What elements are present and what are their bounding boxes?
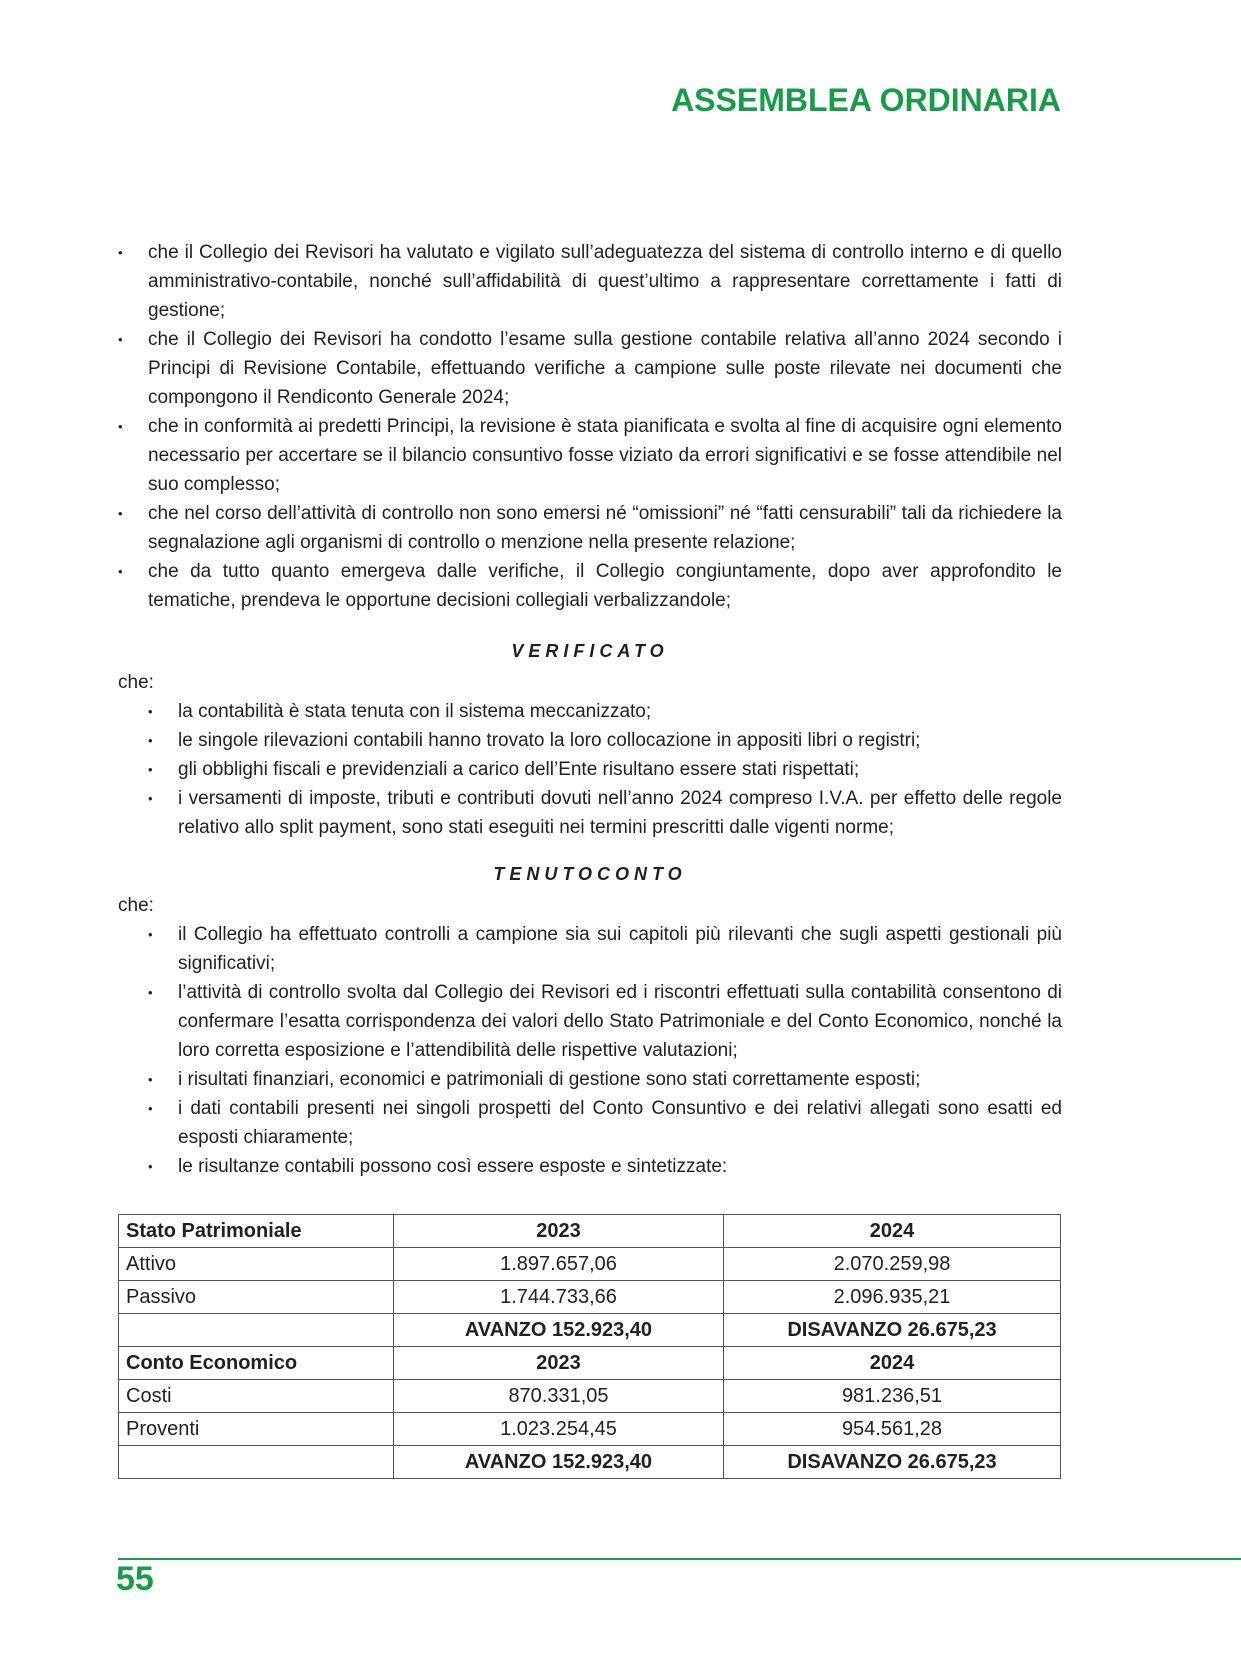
verificato-bullet-list [118,697,1062,842]
page-header-title: ASSEMBLEA ORDINARIA [671,82,1061,118]
tenutoconto-lead: che: [118,895,154,916]
table-cell: 2.070.259,98 [724,1248,1061,1281]
table-cell: 1.744.733,66 [394,1281,724,1314]
table-cell: 2.096.935,21 [724,1281,1061,1314]
year-header: 2023 [394,1215,724,1248]
list-item: • i risultati finanziari, economici e patrimoniali di gestione sono stati correttamente esposti; [148,1065,1062,1094]
year-header: 2024 [724,1215,1061,1248]
year-header: 2024 [724,1347,1061,1380]
list-item: • i versamenti di imposte, tributi e contributi dovuti nell’anno 2024 compreso I.V.A. per effetto delle regole relativo allo split payment, sono stati eseguiti nei termini prescritti dalle vigenti norme; [148,784,1062,842]
row-label: Proventi [119,1413,394,1446]
list-item: • che il Collegio dei Revisori ha condotto l’esame sulla gestione contabile relativa all’anno 2024 secondo i Principi di Revisione Contabile, effettuando verifiche a campione sulle poste rilevate nei documenti che compongono il Rendiconto Generale 2024; [118,325,1062,412]
table-result-row [119,1446,1061,1479]
footer-divider [118,1558,1241,1560]
intro-bullet-list [118,238,1062,615]
table-result-row [119,1314,1061,1347]
verificato-lead: che: [118,672,154,693]
table-header-row [119,1347,1061,1380]
result-cell: DISAVANZO 26.675,23 [724,1446,1061,1479]
table-cell: 954.561,28 [724,1413,1061,1446]
document-body [118,238,1062,1181]
list-item: • i dati contabili presenti nei singoli prospetti del Conto Consuntivo e dei relativi allegati sono esatti ed esposti chiaramente; [148,1094,1062,1152]
result-cell: AVANZO 152.923,40 [394,1314,724,1347]
empty-cell [119,1446,394,1479]
year-header: 2023 [394,1347,724,1380]
result-cell: AVANZO 152.923,40 [394,1446,724,1479]
list-item: • che il Collegio dei Revisori ha valutato e vigilato sull’adeguatezza del sistema di controllo interno e di quello amministrativo-contabile, nonché sull’affidabilità di quest’ultimo a rappresentare correttamente i fatti di gestione; [118,238,1062,325]
result-cell: DISAVANZO 26.675,23 [724,1314,1061,1347]
stato-patrimoniale-label: Stato Patrimoniale [119,1215,394,1248]
table-cell: 1.023.254,45 [394,1413,724,1446]
list-item: • la contabilità è stata tenuta con il sistema meccanizzato; [148,697,1062,726]
table-row [119,1281,1061,1314]
page-number: 55 [116,1560,154,1598]
row-label: Costi [119,1380,394,1413]
tenutoconto-bullet-list [118,920,1062,1181]
list-item: • le risultanze contabili possono così essere esposte e sintetizzate: [148,1152,1062,1181]
table-row [119,1248,1061,1281]
list-item: • gli obblighi fiscali e previdenziali a carico dell’Ente risultano essere stati rispettati; [148,755,1062,784]
table-row [119,1380,1061,1413]
list-item: • l’attività di controllo svolta dal Collegio dei Revisori ed i riscontri effettuati sulla contabilità consentono di confermare l’esatta corrispondenza dei valori dello Stato Patrimoniale e del Conto Economico, nonché la loro corretta esposizione e l’attendibilità delle rispettive valutazioni; [148,978,1062,1065]
list-item: • il Collegio ha effettuato controlli a campione sia sui capitoli più rilevanti che sugli aspetti gestionali più significativi; [148,920,1062,978]
list-item: • che in conformità ai predetti Principi, la revisione è stata pianificata e svolta al fine di acquisire ogni elemento necessario per accertare se il bilancio consuntivo fosse viziato da errori significativi e se fosse attendibile nel suo complesso; [118,412,1062,499]
table-cell: 981.236,51 [724,1380,1061,1413]
table-cell: 1.897.657,06 [394,1248,724,1281]
conto-economico-label: Conto Economico [119,1347,394,1380]
table-row [119,1413,1061,1446]
table-cell: 870.331,05 [394,1380,724,1413]
empty-cell [119,1314,394,1347]
table-header-row [119,1215,1061,1248]
list-item: • che da tutto quanto emergeva dalle verifiche, il Collegio congiuntamente, dopo aver approfondito le tematiche, prendeva le opportune decisioni collegiali verbalizzandole; [118,557,1062,615]
list-item: • le singole rilevazioni contabili hanno trovato la loro collocazione in appositi libri o registri; [148,726,1062,755]
verificato-heading: VERIFICATO [511,641,669,661]
tenutoconto-heading: TENUTOCONTO [493,864,687,884]
row-label: Attivo [119,1248,394,1281]
financial-summary-table [118,1214,1061,1479]
row-label: Passivo [119,1281,394,1314]
list-item: • che nel corso dell’attività di controllo non sono emersi né “omissioni” né “fatti censurabili” tali da richiedere la segnalazione agli organismi di controllo o menzione nella presente relazione; [118,499,1062,557]
